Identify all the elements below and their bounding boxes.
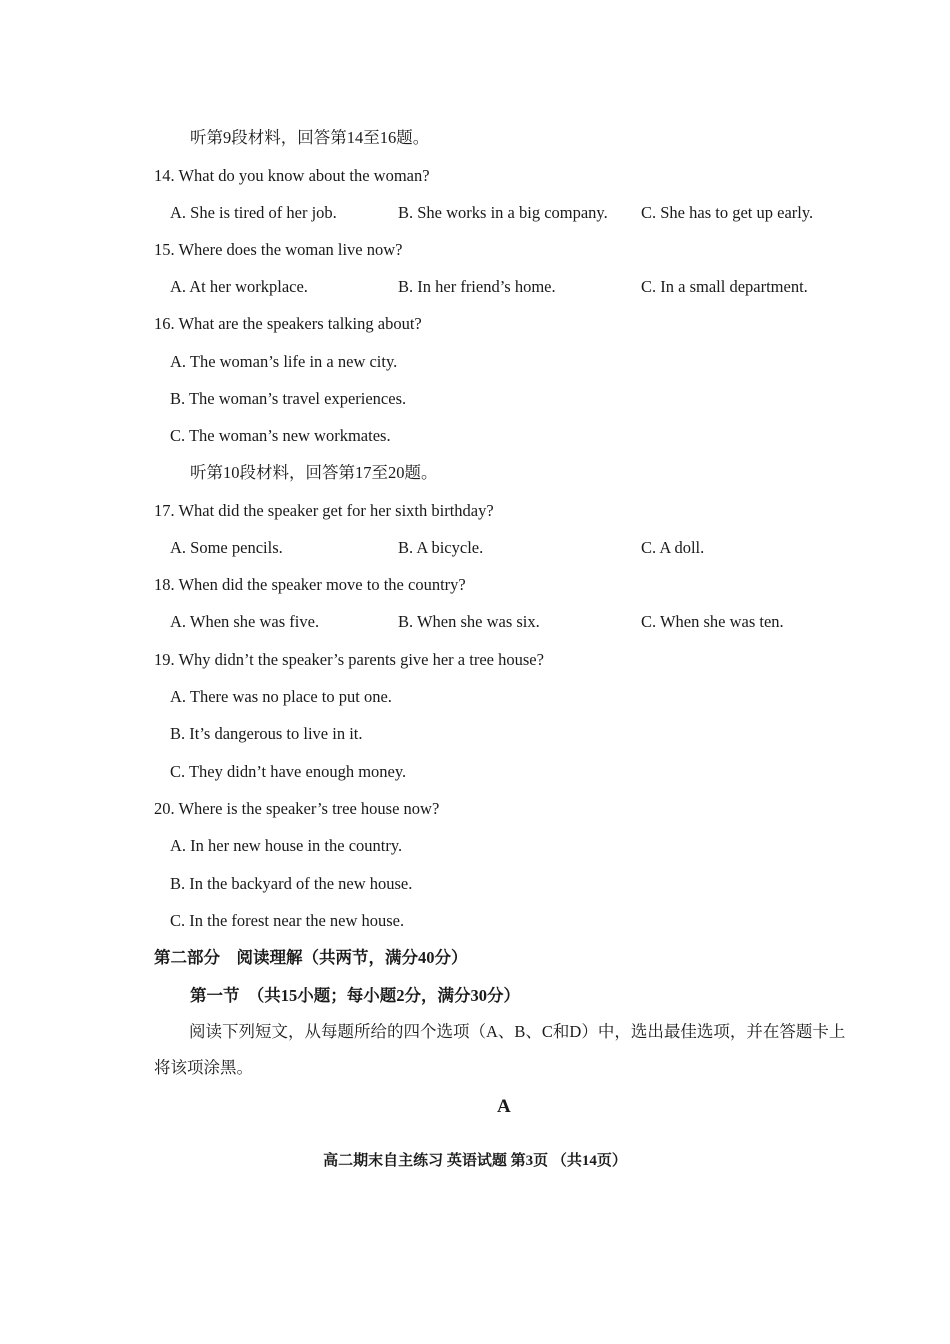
q19-option-b: B. It’s dangerous to live in it. [170, 724, 363, 743]
q18-option-b: B. When she was six. [398, 612, 540, 631]
page-footer: 高二期末自主练习 英语试题 第3页 （共14页） [323, 1153, 627, 1169]
section-9-header: 听第9段材料，回答第14至16题。 [190, 128, 430, 147]
q17-option-a: A. Some pencils. [170, 538, 283, 557]
q16-option-a: A. The woman’s life in a new city. [170, 352, 398, 371]
passage-label: A [497, 1096, 511, 1117]
question-20: 20. Where is the speaker’s tree house now? [154, 799, 440, 818]
q19-option-a: A. There was no place to put one. [170, 687, 392, 706]
q15-option-c: C. In a small department. [641, 277, 808, 296]
q20-option-b: B. In the backyard of the new house. [170, 874, 413, 893]
q16-option-b: B. The woman’s travel experiences. [170, 389, 407, 408]
question-16: 16. What are the speakers talking about? [154, 314, 422, 333]
question-17: 17. What did the speaker get for her sixth birthday? [154, 501, 494, 520]
q14-option-c: C. She has to get up early. [641, 203, 814, 222]
question-15: 15. Where does the woman live now? [154, 240, 403, 259]
question-19: 19. Why didn’t the speaker’s parents give her a tree house? [154, 650, 544, 669]
q20-option-a: A. In her new house in the country. [170, 836, 403, 855]
q19-option-c: C. They didn’t have enough money. [170, 762, 407, 781]
q18-option-c: C. When she was ten. [641, 612, 784, 631]
part-2-title: 第二部分 阅读理解（共两节，满分40分） [154, 948, 468, 967]
question-18: 18. When did the speaker move to the country? [154, 575, 466, 594]
q20-option-c: C. In the forest near the new house. [170, 911, 405, 930]
section-10-header: 听第10段材料，回答第17至20题。 [190, 463, 438, 482]
q14-option-b: B. She works in a big company. [398, 203, 608, 222]
q17-option-c: C. A doll. [641, 538, 705, 557]
q17-option-b: B. A bicycle. [398, 538, 484, 557]
question-14: 14. What do you know about the woman? [154, 166, 430, 185]
q16-option-c: C. The woman’s new workmates. [170, 426, 391, 445]
part-2-section-1: 第一节 （共15小题；每小题2分，满分30分） [190, 986, 520, 1005]
q15-option-a: A. At her workplace. [170, 277, 308, 296]
reading-instructions: 阅读下列短文，从每题所给的四个选项（A、B、C和D）中，选出最佳选项，并在答题卡上将该项涂黑。 [154, 1022, 846, 1077]
q14-option-a: A. She is tired of her job. [170, 203, 337, 222]
q18-option-a: A. When she was five. [170, 612, 320, 631]
q15-option-b: B. In her friend’s home. [398, 277, 556, 296]
